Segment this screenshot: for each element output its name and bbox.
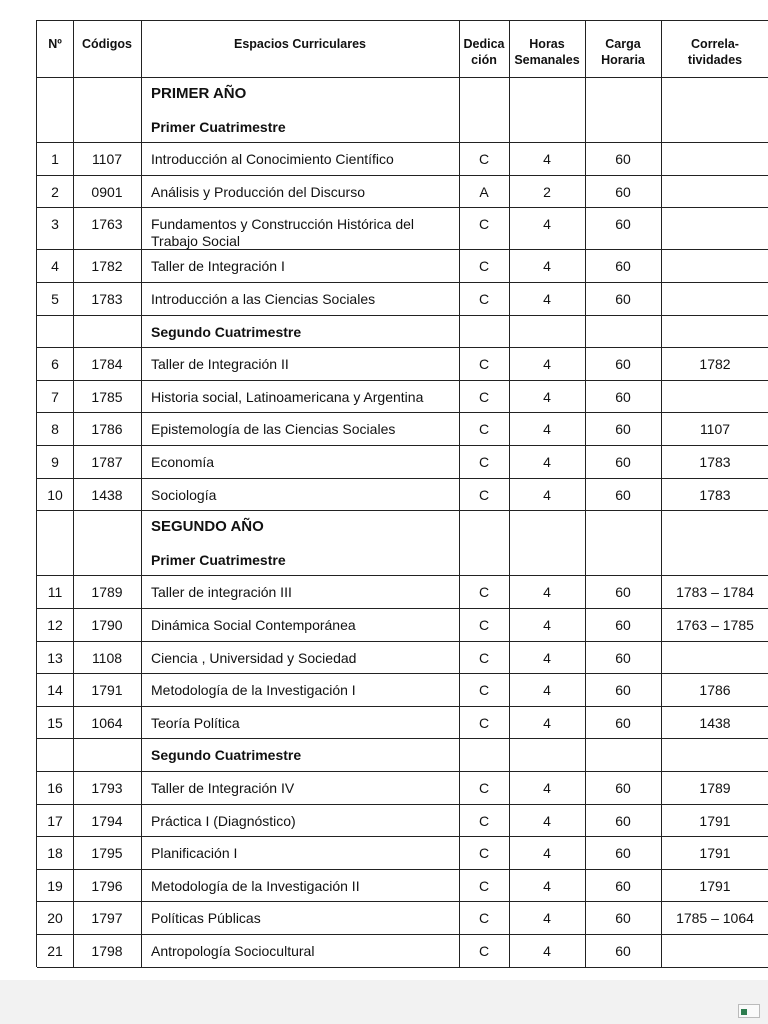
page-footer bbox=[0, 980, 768, 1024]
course-name: Introducción al Conocimiento Científico bbox=[151, 151, 394, 168]
course-number: 10 bbox=[47, 486, 63, 503]
course-name: Sociología bbox=[151, 486, 217, 503]
course-code: 1786 bbox=[91, 421, 123, 438]
course-dedication: C bbox=[478, 216, 490, 233]
row-divider bbox=[37, 142, 768, 143]
course-dedication: C bbox=[478, 714, 490, 731]
course-name: Metodología de la Investigación II bbox=[151, 877, 360, 894]
header-load-1: Carga bbox=[605, 37, 641, 51]
course-dedication: C bbox=[478, 617, 490, 633]
course-name: Epistemología de las Ciencias Sociales bbox=[151, 421, 396, 438]
row-divider bbox=[37, 575, 768, 576]
course-number: 1 bbox=[51, 151, 59, 168]
course-hour-load: 60 bbox=[615, 486, 631, 503]
course-correlatives: 1783 – 1784 bbox=[676, 584, 754, 601]
header-hours-2: Semanales bbox=[514, 53, 580, 67]
row-divider bbox=[37, 412, 768, 413]
course-dedication: C bbox=[478, 291, 490, 307]
header-subjects: Espacios Curriculares bbox=[233, 37, 366, 51]
course-hour-load: 60 bbox=[615, 682, 631, 699]
row-divider bbox=[37, 836, 768, 837]
course-correlatives: 1782 bbox=[699, 356, 731, 373]
row-divider bbox=[37, 804, 768, 805]
course-dedication: C bbox=[478, 943, 490, 959]
course-correlatives: 1791 bbox=[699, 812, 731, 829]
course-name: Metodología de la Investigación I bbox=[151, 682, 356, 699]
curriculum-table bbox=[36, 20, 768, 967]
course-weekly-hours: 4 bbox=[543, 780, 551, 796]
course-weekly-hours: 4 bbox=[543, 216, 551, 233]
course-dedication: C bbox=[478, 454, 490, 470]
course-dedication: C bbox=[478, 356, 490, 373]
course-name: Taller de Integración IV bbox=[151, 780, 295, 796]
course-code: 1108 bbox=[91, 649, 123, 666]
course-weekly-hours: 4 bbox=[543, 486, 551, 503]
course-number: 18 bbox=[47, 845, 63, 862]
course-name: Ciencia , Universidad y Sociedad bbox=[151, 649, 357, 666]
header-dedication-2: ción bbox=[471, 53, 497, 67]
row-divider bbox=[37, 315, 768, 316]
course-weekly-hours: 4 bbox=[543, 943, 551, 959]
course-correlatives: 1785 – 1064 bbox=[676, 910, 754, 927]
row-divider bbox=[37, 608, 768, 609]
row-divider bbox=[37, 706, 768, 707]
row-divider bbox=[37, 249, 768, 250]
course-code: 1783 bbox=[91, 291, 123, 307]
course-hour-load: 60 bbox=[615, 812, 631, 829]
course-hour-load: 60 bbox=[615, 258, 631, 275]
course-number: 8 bbox=[51, 421, 59, 438]
course-code: 1785 bbox=[91, 388, 123, 405]
course-code: 1793 bbox=[91, 780, 123, 796]
row-divider bbox=[37, 207, 768, 208]
header-num: Nº bbox=[48, 37, 62, 51]
course-code: 1795 bbox=[91, 845, 123, 862]
course-dedication: C bbox=[478, 649, 490, 666]
header-load-2: Horaria bbox=[601, 53, 645, 67]
course-code: 1107 bbox=[91, 151, 123, 168]
course-weekly-hours: 4 bbox=[543, 584, 551, 601]
course-number: 19 bbox=[47, 877, 63, 894]
course-code: 1797 bbox=[91, 910, 123, 927]
course-hour-load: 60 bbox=[615, 421, 631, 438]
course-weekly-hours: 4 bbox=[543, 877, 551, 894]
header-dedication-1: Dedica bbox=[463, 37, 505, 51]
course-code: 0901 bbox=[91, 183, 123, 200]
course-weekly-hours: 4 bbox=[543, 845, 551, 862]
course-code: 1789 bbox=[91, 584, 123, 601]
course-number: 2 bbox=[51, 183, 59, 200]
course-correlatives: 1791 bbox=[699, 845, 731, 862]
course-code: 1763 bbox=[91, 216, 123, 233]
course-number: 14 bbox=[47, 682, 63, 699]
course-weekly-hours: 4 bbox=[543, 649, 551, 666]
course-hour-load: 60 bbox=[615, 216, 631, 233]
course-weekly-hours: 4 bbox=[543, 454, 551, 470]
course-weekly-hours: 4 bbox=[543, 258, 551, 275]
course-dedication: C bbox=[478, 151, 490, 168]
subsection-title: Segundo Cuatrimestre bbox=[151, 323, 302, 340]
subsection-title: Primer Cuatrimestre bbox=[151, 551, 286, 568]
course-weekly-hours: 4 bbox=[543, 617, 551, 633]
course-weekly-hours: 4 bbox=[543, 812, 551, 829]
course-hour-load: 60 bbox=[615, 584, 631, 601]
course-dedication: C bbox=[478, 812, 490, 829]
course-correlatives: 1107 bbox=[699, 421, 731, 438]
course-dedication: C bbox=[478, 258, 490, 275]
course-code: 1782 bbox=[91, 258, 123, 275]
subsection-title: Primer Cuatrimestre bbox=[151, 118, 286, 135]
course-name: Historia social, Latinoamericana y Argentina bbox=[151, 388, 424, 405]
course-hour-load: 60 bbox=[615, 617, 631, 633]
course-dedication: C bbox=[478, 388, 490, 405]
header-codes: Códigos bbox=[82, 37, 132, 51]
course-number: 9 bbox=[51, 454, 59, 470]
course-name: Taller de integración III bbox=[151, 584, 292, 601]
course-name: Taller de Integración I bbox=[151, 258, 285, 275]
column-divider bbox=[141, 21, 142, 967]
course-weekly-hours: 4 bbox=[543, 151, 551, 168]
course-name: Fundamentos y Construcción Histórica del bbox=[151, 216, 415, 233]
course-number: 16 bbox=[47, 780, 63, 796]
course-dedication: C bbox=[478, 486, 490, 503]
course-name: Práctica I (Diagnóstico) bbox=[151, 812, 296, 829]
course-number: 13 bbox=[47, 649, 63, 666]
course-code: 1791 bbox=[91, 682, 123, 699]
row-divider bbox=[37, 641, 768, 642]
row-divider bbox=[37, 478, 768, 479]
course-hour-load: 60 bbox=[615, 910, 631, 927]
course-dedication: C bbox=[478, 845, 490, 862]
row-divider bbox=[37, 673, 768, 674]
course-number: 3 bbox=[51, 216, 59, 233]
row-divider bbox=[37, 282, 768, 283]
course-dedication: C bbox=[478, 910, 490, 927]
row-divider bbox=[37, 175, 768, 176]
course-number: 7 bbox=[51, 388, 59, 405]
course-number: 11 bbox=[47, 584, 63, 601]
course-correlatives: 1783 bbox=[699, 486, 731, 503]
course-code: 1064 bbox=[91, 714, 123, 731]
course-weekly-hours: 4 bbox=[543, 291, 551, 307]
course-weekly-hours: 4 bbox=[543, 714, 551, 731]
course-number: 17 bbox=[47, 812, 63, 829]
course-weekly-hours: 4 bbox=[543, 388, 551, 405]
course-correlatives: 1763 – 1785 bbox=[676, 617, 754, 633]
course-name: Análisis y Producción del Discurso bbox=[151, 183, 365, 200]
course-hour-load: 60 bbox=[615, 454, 631, 470]
course-number: 21 bbox=[47, 943, 63, 959]
course-dedication: C bbox=[478, 780, 490, 796]
course-number: 15 bbox=[47, 714, 63, 731]
course-number: 6 bbox=[51, 356, 59, 373]
course-name-line2: Trabajo Social bbox=[151, 233, 240, 250]
course-code: 1796 bbox=[91, 877, 123, 894]
course-code: 1787 bbox=[91, 454, 123, 470]
row-divider bbox=[37, 445, 768, 446]
course-code: 1784 bbox=[91, 356, 123, 373]
course-dedication: C bbox=[478, 584, 490, 601]
row-divider bbox=[37, 901, 768, 902]
course-code: 1438 bbox=[91, 486, 123, 503]
row-divider bbox=[37, 738, 768, 739]
course-hour-load: 60 bbox=[615, 780, 631, 796]
course-hour-load: 60 bbox=[615, 151, 631, 168]
course-name: Dinámica Social Contemporánea bbox=[151, 617, 356, 633]
course-name: Antropología Sociocultural bbox=[151, 943, 315, 959]
header-divider bbox=[37, 77, 768, 78]
course-weekly-hours: 4 bbox=[543, 421, 551, 438]
course-number: 4 bbox=[51, 258, 59, 275]
course-dedication: C bbox=[478, 421, 490, 438]
row-divider bbox=[37, 934, 768, 935]
header-correlatives-2: tividades bbox=[687, 53, 743, 67]
course-weekly-hours: 4 bbox=[543, 910, 551, 927]
course-hour-load: 60 bbox=[615, 877, 631, 894]
course-correlatives: 1438 bbox=[699, 714, 731, 731]
subsection-title: Segundo Cuatrimestre bbox=[151, 747, 302, 764]
course-correlatives: 1786 bbox=[699, 682, 731, 699]
header-hours-1: Horas bbox=[529, 37, 565, 51]
course-correlatives: 1789 bbox=[699, 780, 731, 796]
course-number: 20 bbox=[47, 910, 63, 927]
course-weekly-hours: 4 bbox=[543, 356, 551, 373]
course-code: 1790 bbox=[91, 617, 123, 633]
course-hour-load: 60 bbox=[615, 388, 631, 405]
course-hour-load: 60 bbox=[615, 291, 631, 307]
course-hour-load: 60 bbox=[615, 183, 631, 200]
course-hour-load: 60 bbox=[615, 649, 631, 666]
course-name: Políticas Públicas bbox=[151, 910, 261, 927]
header-correlatives-1: Correla- bbox=[691, 37, 739, 51]
section-title: PRIMER AÑO bbox=[151, 85, 247, 102]
course-code: 1798 bbox=[91, 943, 123, 959]
course-correlatives: 1791 bbox=[699, 877, 731, 894]
course-hour-load: 60 bbox=[615, 845, 631, 862]
row-divider bbox=[37, 967, 768, 968]
course-name: Introducción a las Ciencias Sociales bbox=[151, 291, 376, 307]
course-name: Economía bbox=[151, 454, 215, 470]
course-dedication: C bbox=[478, 682, 490, 699]
row-divider bbox=[37, 347, 768, 348]
row-divider bbox=[37, 510, 768, 511]
course-weekly-hours: 4 bbox=[543, 682, 551, 699]
course-correlatives: 1783 bbox=[699, 454, 731, 470]
course-dedication: C bbox=[478, 877, 490, 894]
course-name: Taller de Integración II bbox=[151, 356, 289, 373]
course-name: Teoría Política bbox=[151, 714, 240, 731]
course-hour-load: 60 bbox=[615, 356, 631, 373]
course-dedication: A bbox=[479, 183, 489, 200]
scanner-logo-icon bbox=[738, 1004, 760, 1018]
section-title: SEGUNDO AÑO bbox=[151, 518, 264, 536]
course-hour-load: 60 bbox=[615, 943, 631, 959]
course-hour-load: 60 bbox=[615, 714, 631, 731]
row-divider bbox=[37, 380, 768, 381]
course-number: 12 bbox=[47, 617, 63, 633]
course-weekly-hours: 2 bbox=[543, 183, 551, 200]
course-code: 1794 bbox=[91, 812, 123, 829]
row-divider bbox=[37, 771, 768, 772]
row-divider bbox=[37, 869, 768, 870]
course-number: 5 bbox=[51, 291, 59, 307]
course-name: Planificación I bbox=[151, 845, 238, 862]
